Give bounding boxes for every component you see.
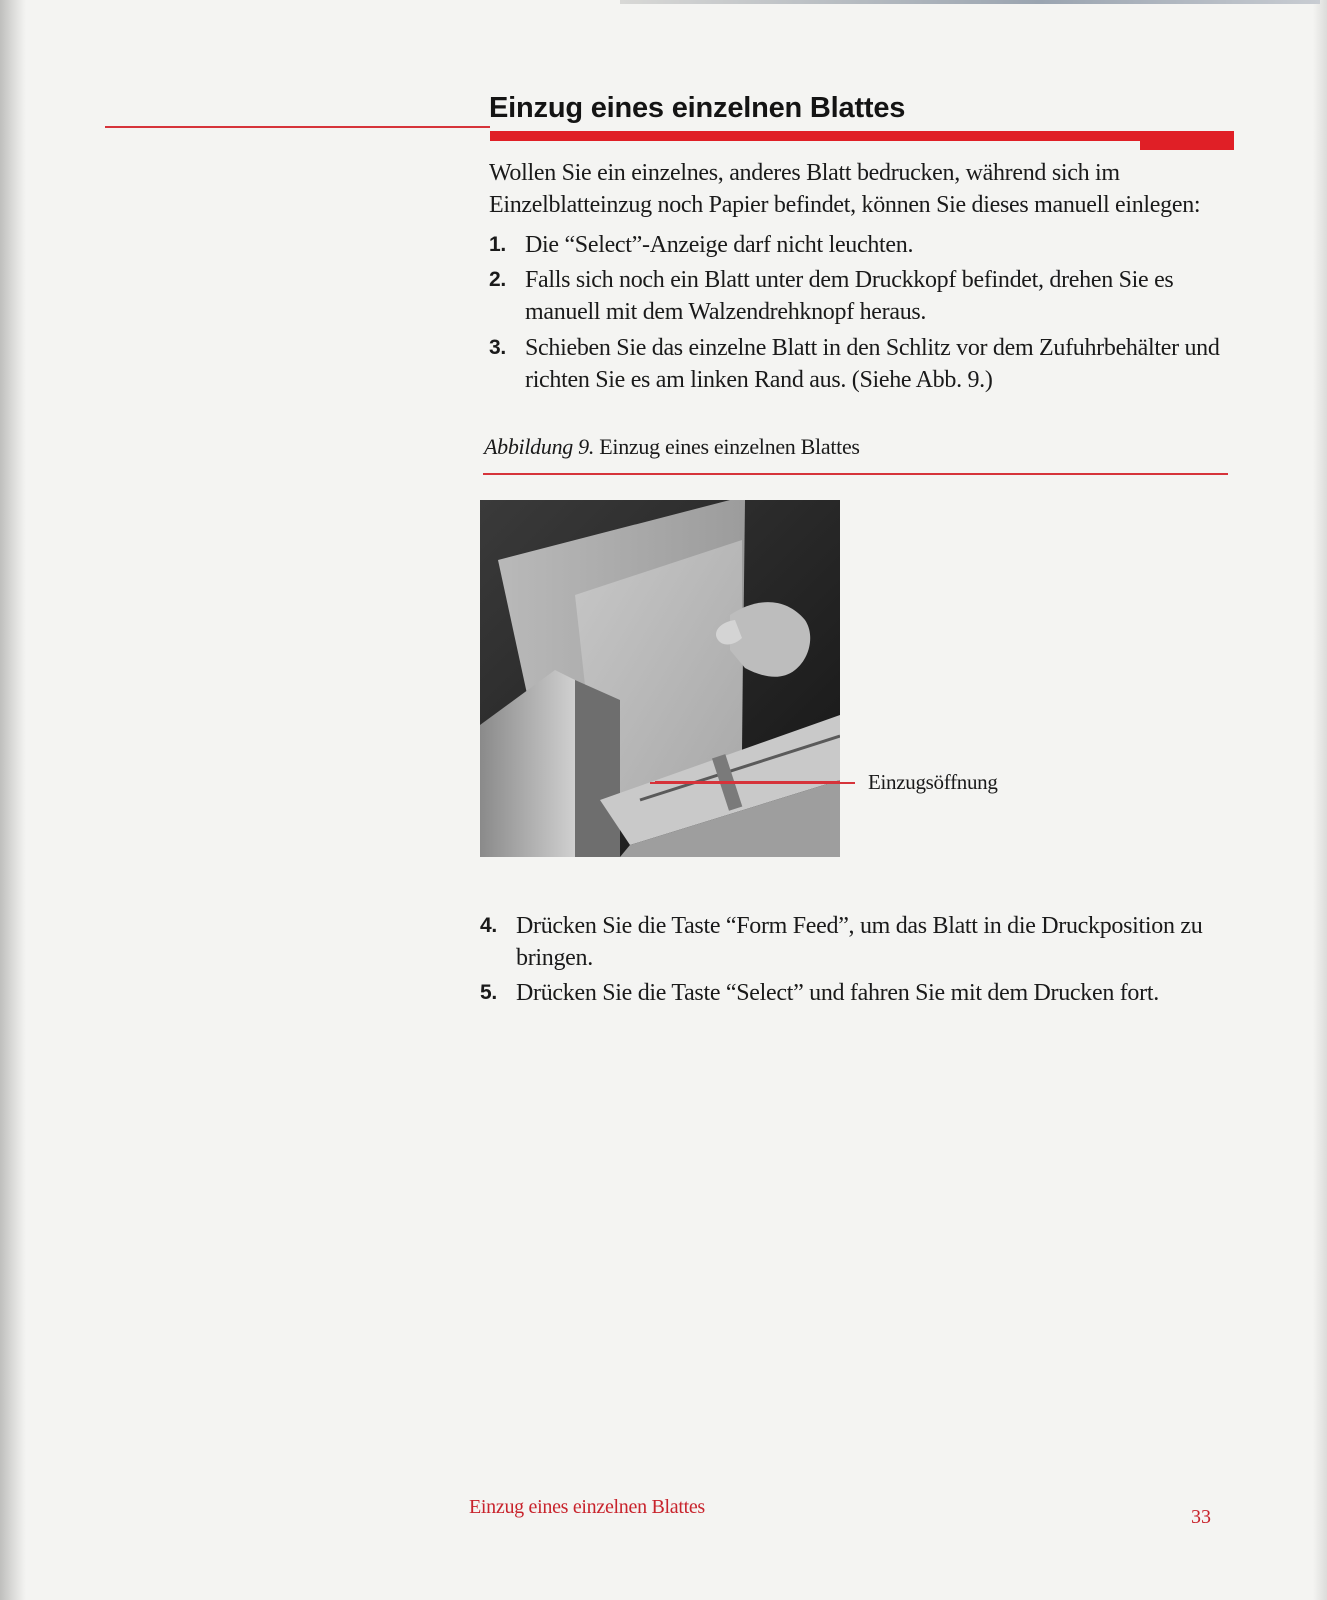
steps-list-first: [489, 229, 1249, 396]
step-number: 3.: [489, 336, 506, 359]
title-rule-thick-end: [1140, 141, 1234, 150]
callout-label: Einzugsöffnung: [868, 770, 998, 794]
section-title: Einzug eines einzelnen Blattes: [489, 92, 906, 124]
intro-paragraph: Wollen Sie ein einzelnes, anderes Blatt bedrucken, während sich im Einzelblatteinzug noch Papier befindet, können Sie dieses manuell einlegen:: [489, 160, 1201, 218]
top-edge-strip: [620, 0, 1320, 4]
step-number: 1.: [489, 233, 506, 256]
printer-side: [575, 680, 620, 857]
step-number: 5.: [480, 981, 497, 1004]
footer-title: Einzug eines einzelnen Blattes: [469, 1496, 705, 1518]
step-text: Drücken Sie die Taste “Select” und fahren Sie mit dem Drucken fort.: [516, 980, 1159, 1006]
step-item: [489, 229, 1249, 261]
title-rule-thin: [105, 126, 490, 128]
title-rule-thick: [490, 131, 1234, 141]
steps-list-second: [480, 910, 1240, 1009]
step-item: [480, 910, 1240, 974]
photo-illustration: [480, 500, 840, 857]
figure-caption-text: Einzug eines einzelnen Blattes: [599, 434, 860, 459]
callout-line: [650, 782, 855, 784]
step-number: 4.: [480, 914, 497, 937]
figure-caption-rule: [483, 473, 1228, 475]
figure-caption: [484, 434, 860, 460]
page-edge-shadow: [1313, 0, 1327, 1600]
step-item: [489, 332, 1249, 396]
step-number: 2.: [489, 268, 506, 291]
step-text: Schieben Sie das einzelne Blatt in den Schlitz vor dem Zufuhrbehälter und richten Sie es am linken Rand aus. (Siehe Abb. 9.): [525, 335, 1220, 393]
figure-label: Abbildung 9.: [484, 434, 595, 459]
step-text: Falls sich noch ein Blatt unter dem Druckkopf befindet, drehen Sie es manuell mit dem Walzendrehknopf heraus.: [525, 267, 1174, 325]
page-number: 33: [1191, 1506, 1211, 1528]
step-text: Die “Select”-Anzeige darf nicht leuchten.: [525, 232, 914, 258]
step-item: [480, 977, 1240, 1009]
step-item: [489, 264, 1249, 328]
page-gutter-shadow: [0, 0, 26, 1600]
step-text: Drücken Sie die Taste “Form Feed”, um das Blatt in die Druckposition zu bringen.: [516, 913, 1203, 971]
figure-photo: [480, 500, 840, 857]
